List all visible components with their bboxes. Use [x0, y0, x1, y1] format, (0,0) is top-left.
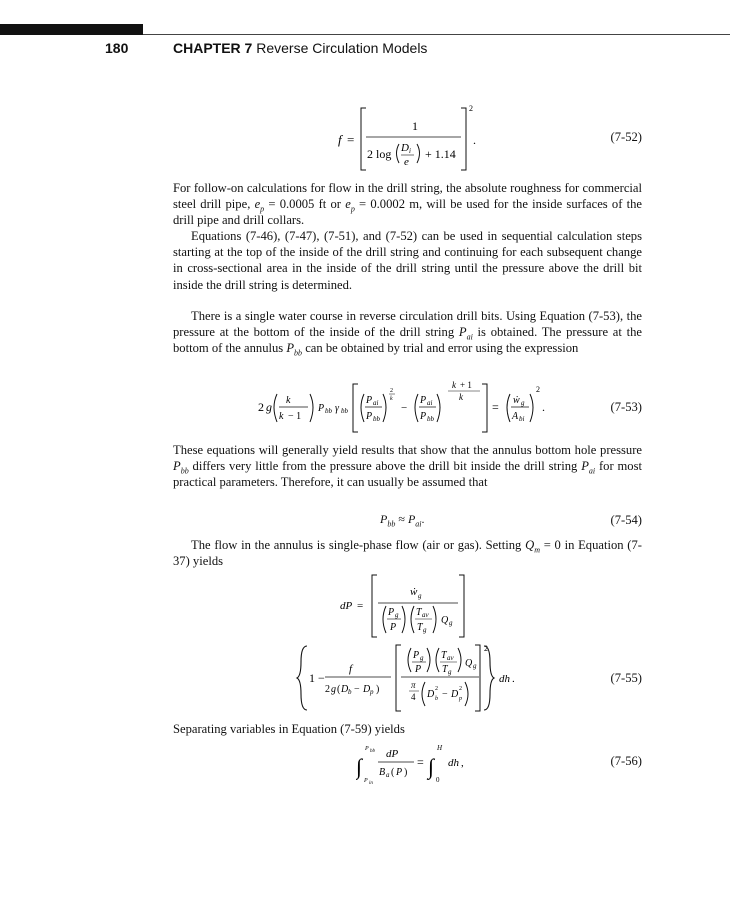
paragraph: Equations (7-46), (7-47), (7-51), and (7-52) can be used in sequential calculation steps starting at the top of the inside of the drill string and continuing for each subsequent change in cross-sectional area in the inside of the drill string until the pressure above the drill bit inside the drill string is determined.: [173, 229, 642, 292]
svg-text:p: p: [459, 696, 462, 702]
svg-text:bb: bb: [373, 415, 380, 423]
svg-text:.: .: [512, 673, 515, 685]
svg-text:T: T: [416, 607, 422, 618]
svg-text:a: a: [386, 771, 390, 779]
svg-text:g: g: [418, 592, 422, 600]
svg-text:av: av: [422, 611, 429, 619]
svg-text:π: π: [411, 680, 416, 690]
svg-text:2: 2: [390, 388, 393, 394]
svg-text:=: =: [357, 600, 364, 612]
svg-text:dh: dh: [499, 673, 510, 685]
svg-text:H: H: [437, 744, 443, 752]
svg-text:bb: bb: [427, 415, 434, 423]
svg-text:,: ,: [461, 757, 464, 769]
svg-text:b: b: [348, 688, 352, 696]
svg-text:.: .: [542, 400, 545, 414]
equation-number: (7-54): [610, 513, 642, 527]
svg-text:bb: bb: [370, 749, 375, 754]
svg-text:bb: bb: [341, 407, 348, 415]
svg-text:g: g: [521, 399, 525, 407]
svg-text:+ 1: + 1: [460, 380, 472, 390]
svg-text:2: 2: [435, 686, 438, 692]
svg-text:2 log: 2 log: [367, 147, 392, 161]
paragraph: For follow-on calculations for flow in the drill string, the absolute roughness for commercial steel drill pipe, $e_p = 0.0005$ ft or $e_p = 0.0002$ m, will be used for the inside surfaces of the drill pipe and drill collars.: [173, 181, 643, 228]
svg-text:ẇ: ẇ: [410, 586, 418, 598]
svg-text:(: (: [391, 767, 395, 778]
svg-text:e: e: [404, 156, 409, 168]
equation-dp-term: [340, 573, 480, 639]
svg-text:D: D: [427, 689, 435, 700]
svg-text:− 1: − 1: [288, 411, 302, 422]
paragraph: Separating variables in Equation (7-59) yields: [173, 722, 405, 736]
svg-text:B: B: [379, 767, 386, 778]
svg-text:=: =: [417, 755, 424, 769]
equation-number: (7-53): [610, 400, 642, 414]
svg-text:bi: bi: [519, 415, 525, 423]
svg-text:2: 2: [258, 400, 264, 414]
svg-text:A: A: [512, 411, 519, 422]
svg-text:D: D: [363, 684, 371, 695]
svg-text:T: T: [417, 622, 423, 633]
svg-text:4: 4: [411, 692, 416, 702]
chapter-label: CHAPTER 7: [173, 40, 253, 56]
svg-text:g: g: [423, 626, 427, 634]
equation-7-54: $P_{bb} \approx P_{ai}$.: [380, 512, 425, 529]
svg-text:ai: ai: [373, 399, 379, 407]
header-rule: [143, 34, 730, 35]
svg-text:g: g: [266, 400, 272, 414]
svg-text:ẇ: ẇ: [513, 395, 520, 406]
svg-text:∫: ∫: [356, 754, 363, 779]
svg-text:k: k: [459, 392, 463, 402]
svg-text:in: in: [369, 781, 373, 784]
svg-text:P: P: [388, 607, 395, 618]
svg-text:T: T: [442, 664, 448, 675]
svg-text:P: P: [365, 746, 369, 752]
svg-text:ai: ai: [427, 399, 433, 407]
svg-text:P: P: [420, 395, 427, 406]
svg-text:bb: bb: [325, 407, 332, 415]
svg-text:Q: Q: [465, 658, 473, 669]
svg-text:1: 1: [412, 119, 418, 133]
svg-text:av: av: [447, 654, 454, 662]
svg-text:k: k: [452, 380, 456, 390]
svg-text:2: 2: [484, 644, 488, 653]
svg-text:P: P: [415, 664, 422, 675]
paragraph: There is a single water course in reverse circulation drill bits. Using Equation (7-53), the pressure at the bottom of the inside of the drill string $P_{ai}$ is obtained. The pressure at the bottom of the annulus $P_{bb}$ can be obtained by trial and error using the expression: [173, 309, 643, 358]
equation-number: (7-56): [610, 754, 642, 768]
svg-text:.: .: [473, 133, 476, 147]
svg-text:2: 2: [459, 686, 462, 692]
svg-text:g: g: [448, 668, 452, 676]
svg-text:(: (: [337, 684, 341, 695]
svg-text:): ): [404, 767, 408, 778]
svg-text:): ): [376, 684, 380, 695]
paragraph: These equations will generally yield results that show that the annulus bottom hole pressure $P_{bb}$ differs very little from the pressure above the drill bit inside the drill string $P_{ai}$ for most practical parameters. Therefore, it can usually be assumed that: [173, 443, 642, 490]
equation-number: (7-55): [610, 671, 642, 685]
svg-text:D: D: [341, 684, 349, 695]
svg-text:P: P: [366, 411, 373, 422]
equation-7-56: [356, 742, 506, 784]
svg-text:2: 2: [325, 684, 330, 695]
svg-text:f: f: [349, 663, 353, 675]
svg-text:P: P: [366, 395, 373, 406]
header-bar: [0, 24, 143, 35]
svg-text:g: g: [420, 654, 424, 662]
svg-text:dP: dP: [386, 748, 399, 760]
chapter-title: Reverse Circulation Models: [256, 40, 428, 56]
svg-text:2: 2: [536, 385, 540, 394]
svg-text:D: D: [401, 142, 409, 154]
svg-text:Q: Q: [441, 615, 449, 626]
equation-7-53: [258, 378, 558, 438]
svg-text:g: g: [331, 684, 336, 695]
equation-number: (7-52): [610, 130, 642, 144]
svg-text:=: =: [492, 400, 499, 414]
svg-text:k: k: [279, 411, 284, 422]
svg-text:f: f: [338, 132, 342, 147]
equation-7-52: [338, 102, 498, 174]
svg-text:g: g: [395, 611, 399, 619]
paragraph: The flow in the annulus is single-phase flow (air or gas). Setting $Q_m = 0$ in Equation (7-37) yields: [173, 538, 642, 569]
svg-text:P: P: [396, 767, 403, 778]
svg-text:2: 2: [469, 104, 473, 113]
svg-text:+ 1.14: + 1.14: [425, 147, 456, 161]
svg-text:b: b: [435, 696, 438, 702]
svg-text:D: D: [451, 689, 459, 700]
svg-text:T: T: [441, 650, 447, 661]
svg-text:k: k: [390, 396, 393, 402]
svg-text:i: i: [409, 147, 411, 155]
svg-text:1 −: 1 −: [309, 671, 325, 685]
svg-text:P: P: [420, 411, 427, 422]
chapter-heading: [173, 40, 427, 56]
svg-text:∫: ∫: [428, 754, 435, 779]
running-header: [0, 40, 730, 60]
svg-text:−: −: [401, 402, 408, 414]
svg-text:−: −: [354, 684, 360, 695]
svg-text:P: P: [364, 778, 368, 784]
svg-text:P: P: [318, 403, 325, 414]
svg-text:g: g: [473, 662, 477, 670]
svg-text:P: P: [413, 650, 420, 661]
page-number: 180: [105, 40, 129, 56]
svg-text:dh: dh: [448, 757, 459, 769]
svg-text:0: 0: [436, 776, 440, 784]
svg-text:dP: dP: [340, 600, 353, 612]
svg-text:−: −: [442, 689, 448, 700]
svg-text:p: p: [370, 688, 374, 696]
svg-text:=: =: [347, 132, 355, 147]
svg-text:g: g: [449, 619, 453, 627]
svg-text:k: k: [286, 395, 291, 406]
svg-text:P: P: [390, 622, 397, 633]
equation-7-55: [293, 642, 533, 714]
svg-text:γ: γ: [335, 403, 339, 414]
